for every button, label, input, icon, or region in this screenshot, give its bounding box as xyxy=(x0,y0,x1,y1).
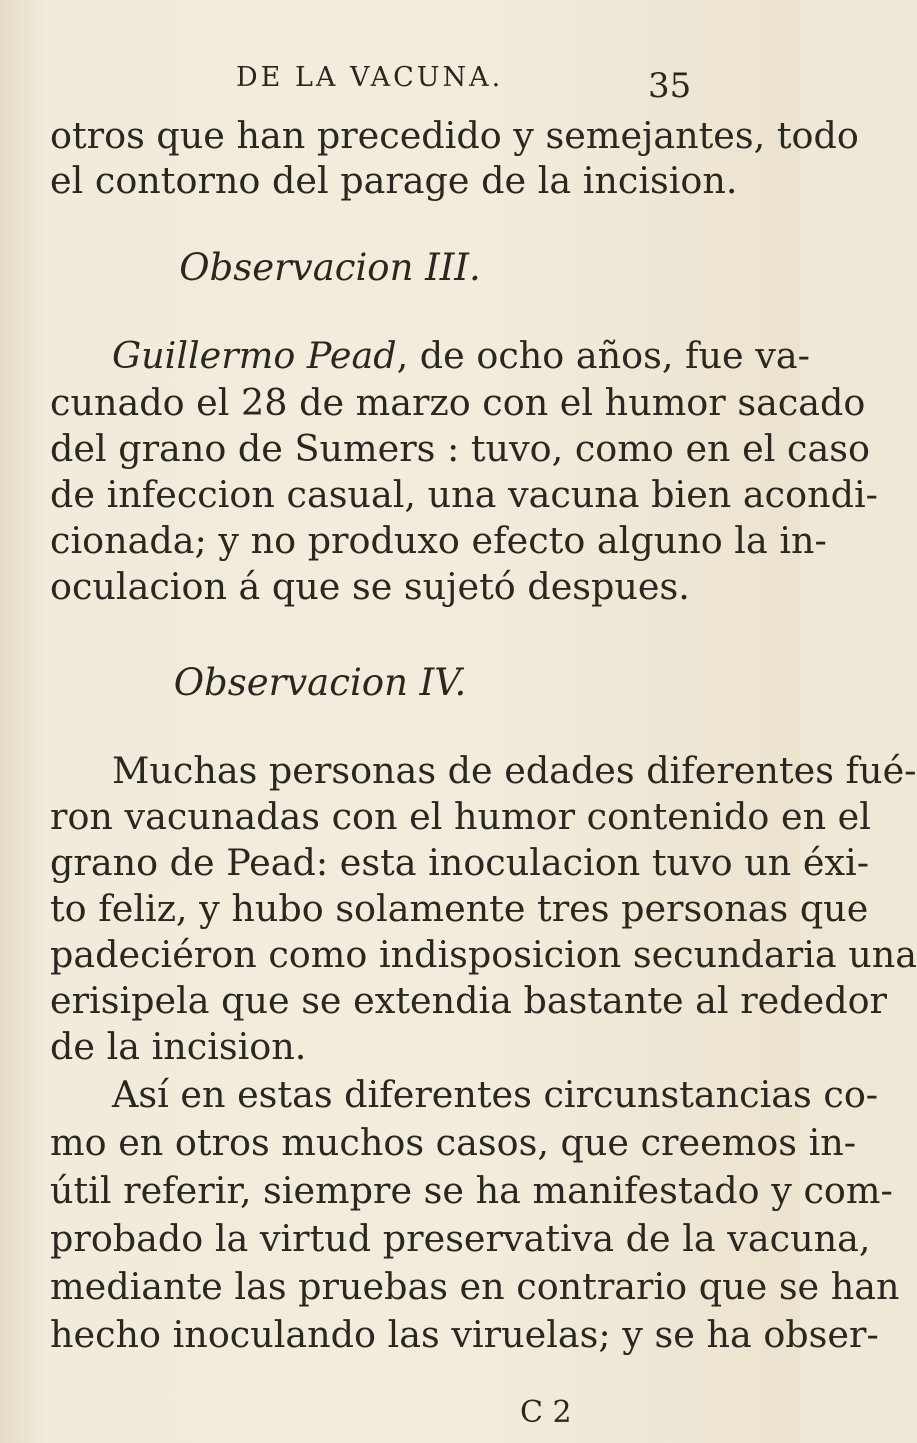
text-line: cunado el 28 de marzo con el humor sacado xyxy=(50,381,866,424)
text-line: cionada; y no produxo efecto alguno la in- xyxy=(50,519,827,562)
text-line: Muchas personas de edades diferentes fué- xyxy=(112,749,917,792)
text-line: to feliz, y hubo solamente tres personas que xyxy=(50,887,869,930)
section-heading: Observacion III. xyxy=(179,246,481,289)
text-line: de infeccion casual, una vacuna bien acondi- xyxy=(50,473,878,516)
text-line: erisipela que se extendia bastante al rededor xyxy=(50,979,888,1022)
page-number: 35 xyxy=(648,66,692,106)
text-line: hecho inoculando las viruelas; y se ha obser- xyxy=(50,1313,879,1356)
text-line: el contorno del parage de la incision. xyxy=(50,159,738,202)
text-line: otros que han precedido y semejantes, todo xyxy=(50,114,859,157)
page-header xyxy=(0,62,800,106)
signature-mark: C 2 xyxy=(520,1395,572,1430)
text-line: mo en otros muchos casos, que creemos in- xyxy=(50,1121,857,1164)
text-line: ron vacunadas con el humor contenido en el xyxy=(50,795,871,838)
text-line: grano de Pead: esta inoculacion tuvo un éxi- xyxy=(50,841,870,884)
text-line: probado la virtud preservativa de la vacuna, xyxy=(50,1217,871,1260)
person-name: Guillermo Pead xyxy=(112,334,397,377)
text-line: mediante las pruebas en contrario que se han xyxy=(50,1265,900,1308)
text-line: del grano de Sumers : tuvo, como en el caso xyxy=(50,427,870,470)
text-line: Así en estas diferentes circunstancias co- xyxy=(112,1073,879,1116)
text-line xyxy=(112,333,810,379)
text-line: oculacion á que se sujetó despues. xyxy=(50,565,690,608)
text-fragment: , de ocho años, fue va- xyxy=(396,334,810,377)
section-heading: Observacion IV. xyxy=(173,661,467,704)
running-title: DE LA VACUNA. xyxy=(236,62,504,93)
text-line: útil referir, siempre se ha manifestado y com- xyxy=(50,1169,893,1212)
text-line: de la incision. xyxy=(50,1025,307,1068)
text-line: padeciéron como indisposicion secundaria una xyxy=(50,933,917,976)
